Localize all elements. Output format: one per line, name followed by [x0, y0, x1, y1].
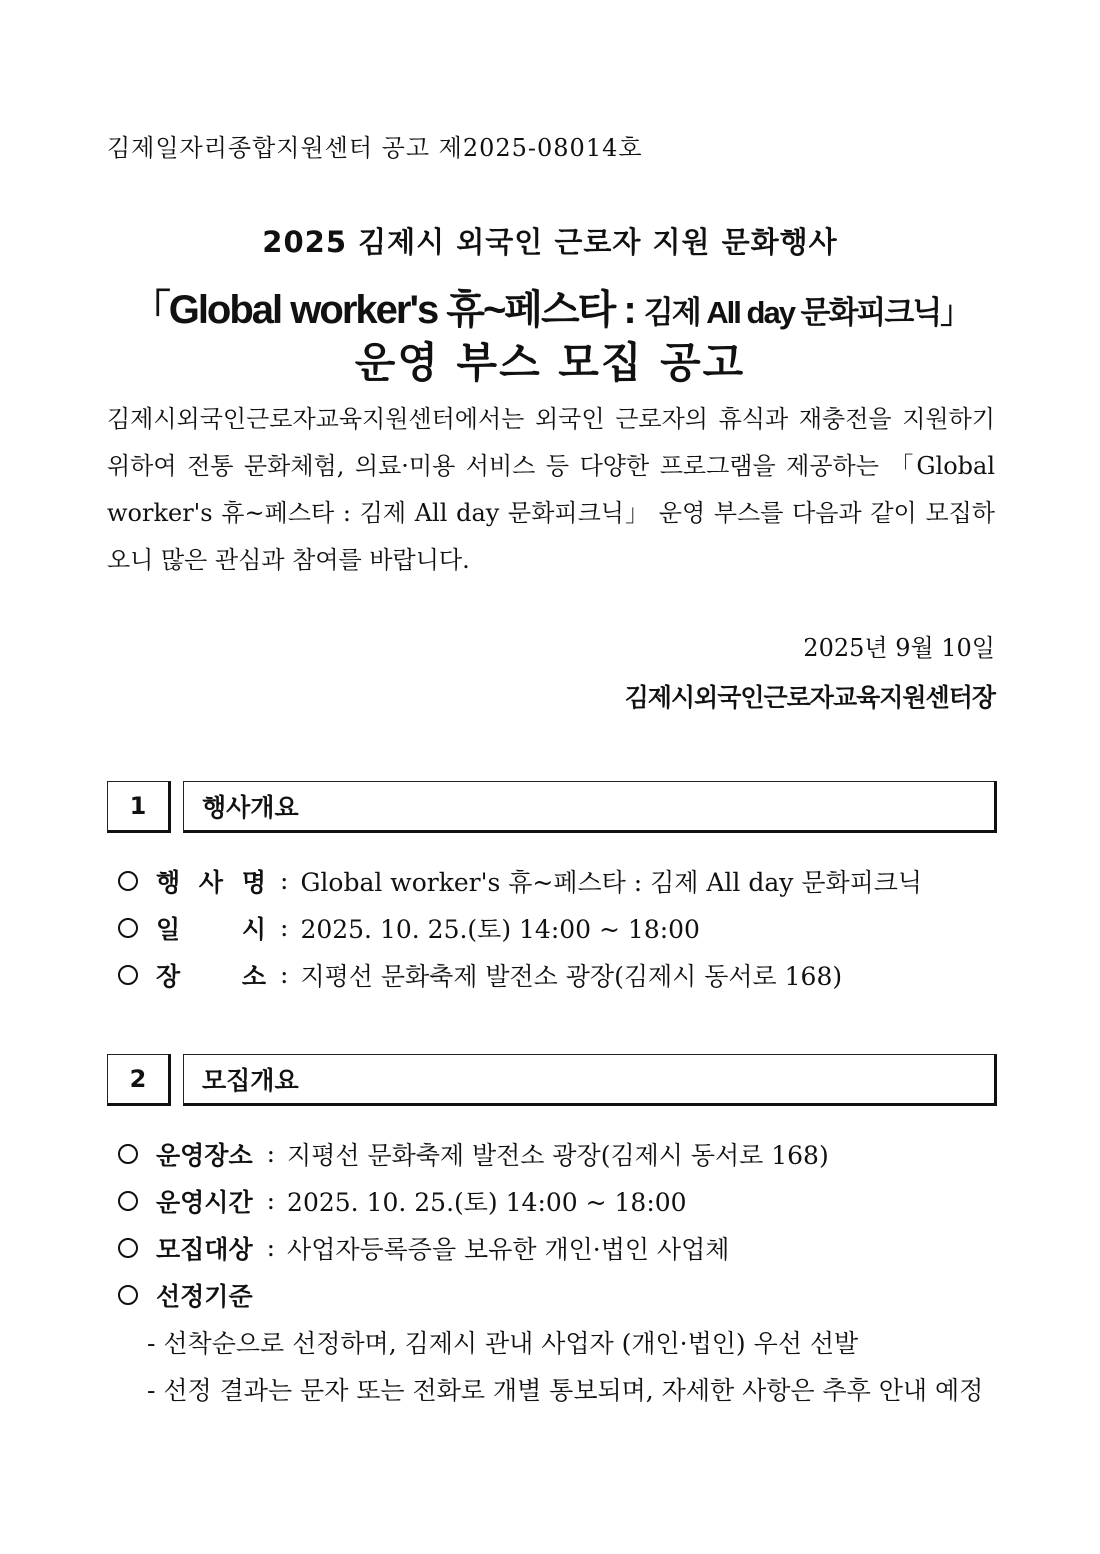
criteria-item: - 선착순으로 선정하며, 김제시 관내 사업자 (개인·법인) 우선 선발: [147, 1328, 859, 1358]
item-value: 지평선 문화축제 발전소 광장(김제시 동서로 168): [287, 1140, 829, 1170]
list-item: [118, 1271, 998, 1318]
list-item: 모집대상 : 사업자등록증을 보유한 개인·법인 사업체: [118, 1224, 998, 1271]
item-label: 운영장소: [156, 1140, 253, 1170]
criteria-item: - 선정 결과는 문자 또는 전화로 개별 통보되며, 자세한 사항은 추후 안내 예정: [147, 1375, 984, 1405]
circle-bullet-icon: [118, 1191, 138, 1211]
headline-title: 운영 부스 모집 공고: [354, 338, 746, 387]
list-item: 행 사 명 : Global worker's 휴~페스타 : 김제 All day 문화피크닉: [118, 857, 998, 904]
item-label: 일 시: [156, 914, 266, 944]
list-item: 장 소 : 지평선 문화축제 발전소 광장(김제시 동서로 168): [118, 951, 998, 998]
list-item: 일 시 : 2025. 10. 25.(토) 14:00 ~ 18:00: [118, 904, 998, 951]
circle-bullet-icon: [118, 1285, 138, 1305]
list-item: 운영시간 : 2025. 10. 25.(토) 14:00 ~ 18:00: [118, 1177, 998, 1224]
headline-main-prefix: 「Global worker's 휴~페스타 :: [130, 288, 644, 332]
intro-paragraph: [107, 396, 995, 584]
item-label: 선정기준: [156, 1281, 253, 1311]
notice-number: 김제일자리종합지원센터 공고 제2025-08014호: [107, 134, 643, 162]
circle-bullet-icon: [118, 1238, 138, 1258]
item-value: 2025. 10. 25.(토) 14:00 ~ 18:00: [300, 914, 700, 944]
circle-bullet-icon: [118, 918, 138, 938]
headline-sub: 2025 김제시 외국인 근로자 지원 문화행사: [262, 225, 838, 259]
section-title: 행사개요: [183, 781, 997, 833]
section-number: 2: [107, 1054, 171, 1106]
item-label: 장 소: [156, 961, 266, 991]
section-header-1: [107, 781, 997, 837]
circle-bullet-icon: [118, 965, 138, 985]
intro-text: 김제시외국인근로자교육지원센터에서는 외국인 근로자의 휴식과 재충전을 지원하기 위하여 전통 문화체험, 의료·미용 서비스 등 다양한 프로그램을 제공하는 「Global worker's 휴~페스타 : 김제 All day 문화피크닉」 운영 부스를 다음과 같이 모집하오니 많은 관심과 참여를 바랍니다.: [107, 405, 995, 574]
item-label: 행 사 명: [156, 867, 266, 897]
section-number: 1: [107, 781, 171, 833]
list-item: 운영장소 : 지평선 문화축제 발전소 광장(김제시 동서로 168): [118, 1130, 998, 1177]
section-1-items: [118, 857, 998, 998]
section-header-2: [107, 1054, 997, 1110]
notice-date: 2025년 9월 10일: [803, 634, 995, 662]
section-2-items: [118, 1130, 998, 1318]
headline-main-suffix: 김제 All day 문화피크닉」: [643, 295, 970, 330]
item-value: 지평선 문화축제 발전소 광장(김제시 동서로 168): [300, 961, 843, 991]
selection-criteria-list: [147, 1318, 997, 1412]
circle-bullet-icon: [118, 1144, 138, 1164]
item-value: Global worker's 휴~페스타 : 김제 All day 문화피크닉: [300, 867, 923, 897]
item-label: 모집대상: [156, 1234, 253, 1264]
item-label: 운영시간: [156, 1187, 253, 1217]
item-value: 2025. 10. 25.(토) 14:00 ~ 18:00: [287, 1187, 687, 1217]
issuer-name: 김제시외국인근로자교육지원센터장: [624, 683, 995, 712]
section-title: 모집개요: [183, 1054, 997, 1106]
circle-bullet-icon: [118, 871, 138, 891]
item-value: 사업자등록증을 보유한 개인·법인 사업체: [287, 1234, 730, 1264]
headline-main: [0, 278, 1100, 335]
